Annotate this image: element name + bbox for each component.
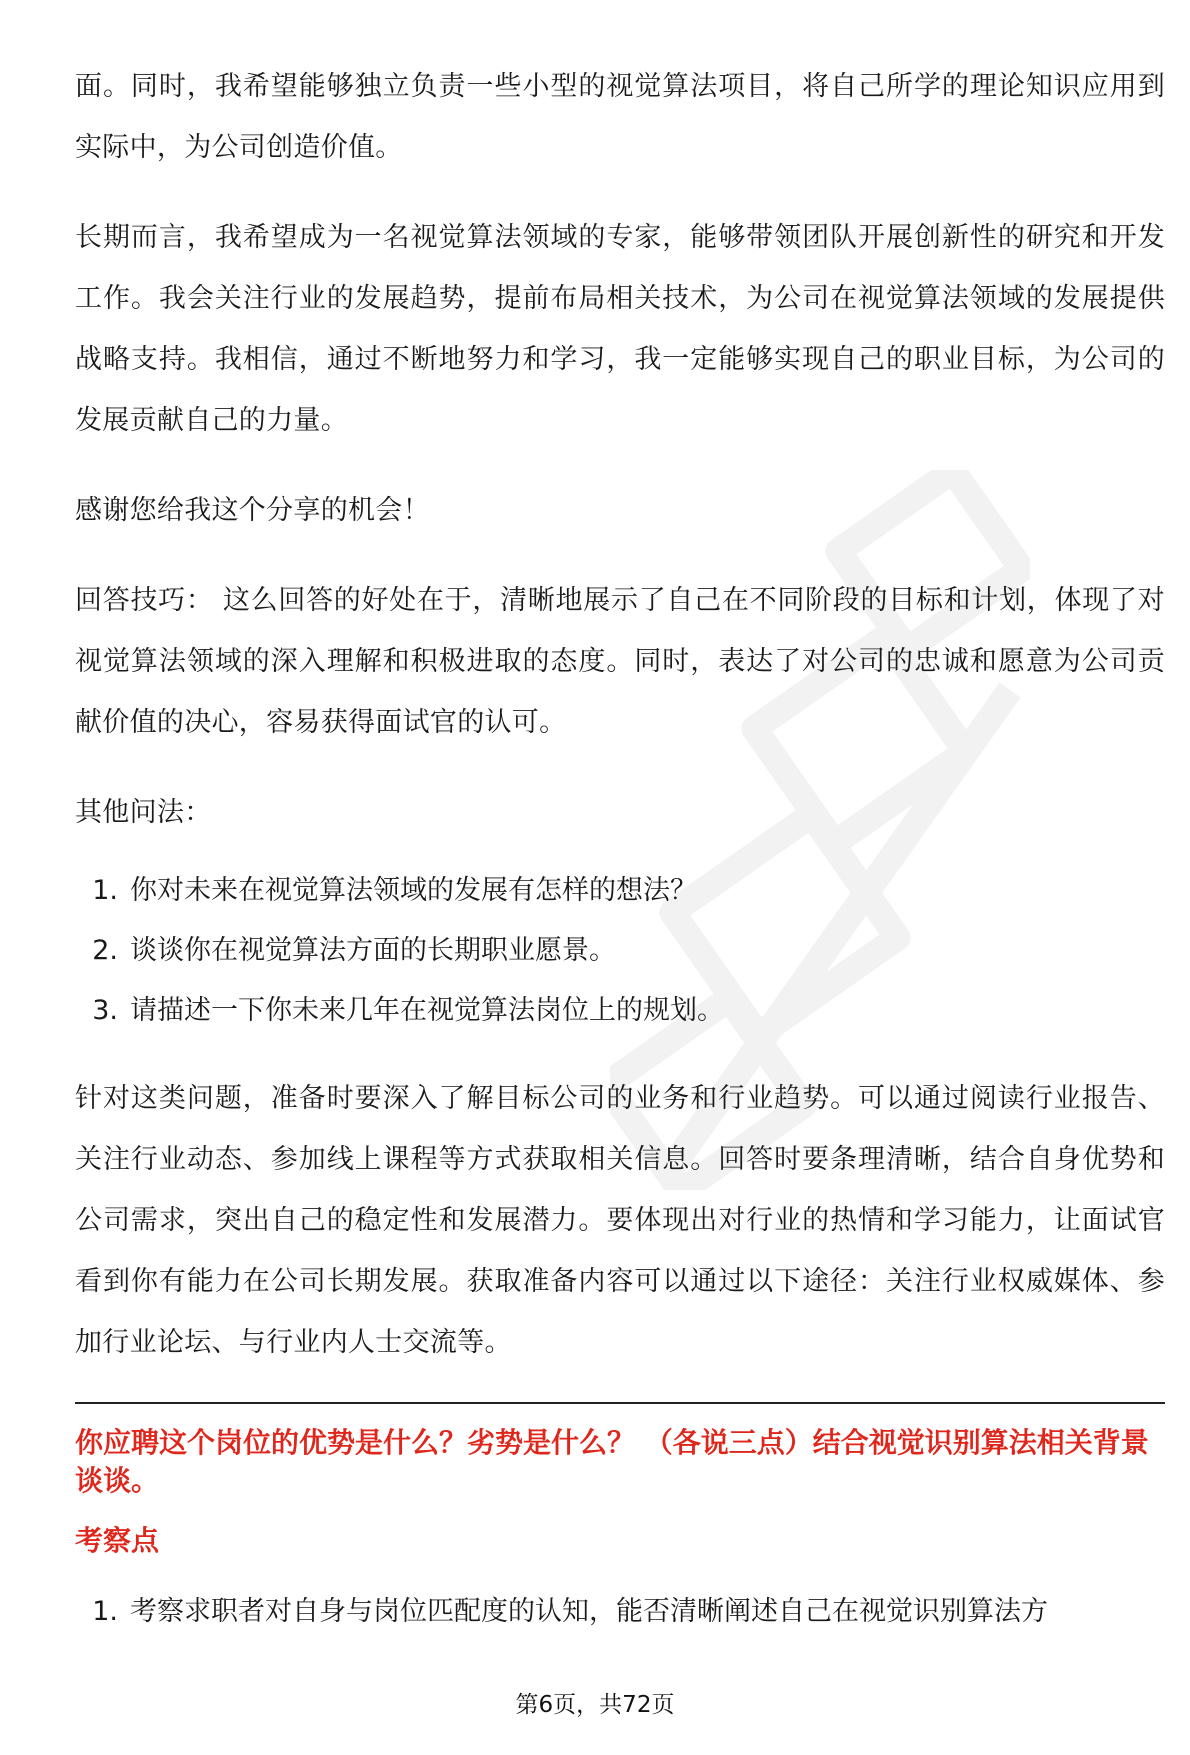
paragraph-other-questions-label: 其他问法： — [75, 797, 212, 828]
paragraph-advice: 针对这类问题，准备时要深入了解目标公司的业务和行业趋势。可以通过阅读行业报告、关注行业动态、参加线上课程等方式获取相关信息。回答时要条理清晰，结合自身优势和公司需求，突出自己的稳定性和发展潜力。要体现出对行业的热情和学习能力，让面试官看到你有能力在公司长期发展。获取准备内容可以通过以下途径：关注行业权威媒体、参加行业论坛、与行业内人士交流等。 — [75, 1083, 1165, 1358]
list-item — [75, 1582, 1165, 1642]
list-number: 3. — [92, 995, 118, 1026]
list-number: 1. — [92, 1596, 118, 1627]
question-heading: 你应聘这个岗位的优势是什么？劣势是什么？ （各说三点）结合视觉识别算法相关背景谈谈。 — [75, 1426, 1149, 1497]
list-item — [75, 981, 1165, 1041]
exam-points-heading: 考察点 — [75, 1524, 160, 1557]
other-questions-list — [75, 861, 1165, 1041]
list-item — [75, 921, 1165, 981]
list-item — [75, 861, 1165, 921]
list-number: 2. — [92, 935, 118, 966]
paragraph-thanks: 感谢您给我这个分享的机会！ — [75, 495, 430, 526]
paragraph-long-term-goal: 长期而言，我希望成为一名视觉算法领域的专家，能够带领团队开展创新性的研究和开发工作。我会关注行业的发展趋势，提前布局相关技术，为公司在视觉算法领域的发展提供战略支持。我相信，通过不断地努力和学习，我一定能够实现自己的职业目标，为公司的发展贡献自己的力量。 — [75, 222, 1165, 436]
section-divider — [75, 1402, 1165, 1404]
page-footer: 第6页，共72页 — [515, 1692, 675, 1718]
list-text: 考察求职者对自身与岗位匹配度的认知，能否清晰阐述自己在视觉识别算法方 — [130, 1596, 1048, 1627]
list-number: 1. — [92, 875, 118, 906]
list-text: 谈谈你在视觉算法方面的长期职业愿景。 — [130, 935, 616, 966]
paragraph-continuation: 面。同时，我希望能够独立负责一些小型的视觉算法项目，将自己所学的理论知识应用到实际中，为公司创造价值。 — [75, 71, 1165, 163]
list-text: 你对未来在视觉算法领域的发展有怎样的想法？ — [130, 875, 697, 906]
exam-points-list — [75, 1582, 1165, 1642]
document-body — [75, 56, 1165, 1669]
list-text: 请描述一下你未来几年在视觉算法岗位上的规划。 — [130, 995, 724, 1026]
paragraph-answer-tips: 回答技巧： 这么回答的好处在于，清晰地展示了自己在不同阶段的目标和计划，体现了对视觉算法领域的深入理解和积极进取的态度。同时，表达了对公司的忠诚和愿意为公司贡献价值的决心，容易获得面试官的认可。 — [75, 585, 1165, 738]
